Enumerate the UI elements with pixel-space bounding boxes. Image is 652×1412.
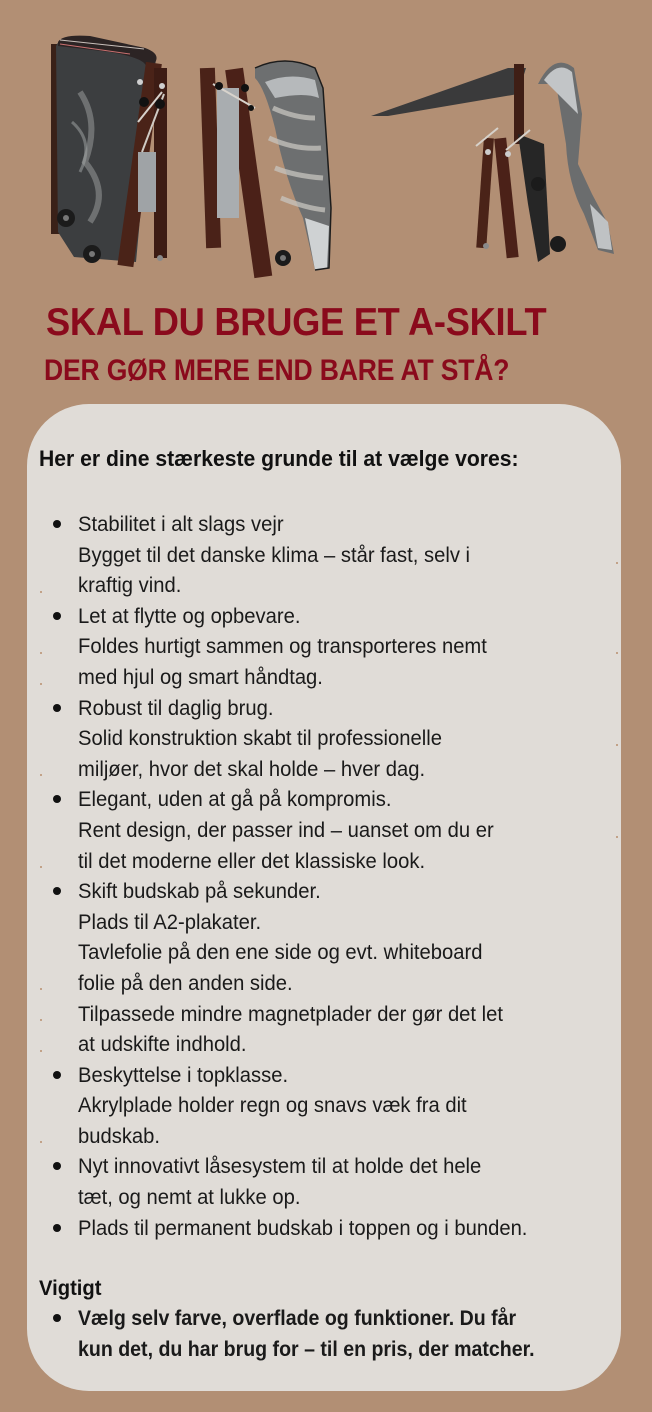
edge-dot [40,988,42,990]
edge-dot [40,1050,42,1052]
edge-dot [616,744,618,746]
a-frame-sign-opened-image [368,54,623,269]
feature-detail: budskab. [78,1123,161,1148]
edge-dot [40,591,42,593]
edge-dot [616,652,618,654]
feature-item [0,1060,652,1091]
feature-title: Beskyttelse i topklasse. [78,1062,289,1087]
feature-title: Let at flytte og opbevare. [78,603,301,628]
feature-detail: Bygget til det danske klima – står fast, selv i [78,542,471,567]
feature-title: Elegant, uden at gå på kompromis. [78,787,392,812]
feature-detail: tæt, og nemt at lukke op. [78,1185,301,1210]
bullet-icon [53,704,61,712]
feature-detail: at udskifte indhold. [78,1032,247,1057]
bullet-icon [53,795,61,803]
edge-dot [40,1141,42,1143]
feature-detail: Solid konstruktion skabt til professionelle [78,726,442,751]
edge-dot [40,1019,42,1021]
feature-detail: Rent design, der passer ind – uanset om du er [78,817,494,842]
edge-dot [616,836,618,838]
feature-detail: folie på den anden side. [78,970,293,995]
features-intro-heading: Her er dine stærkeste grunde til at vælge vores: [39,446,519,471]
feature-detail: Foldes hurtigt sammen og transporteres nemt [78,634,487,659]
feature-title: Plads til permanent budskab i toppen og i bunden. [78,1215,528,1240]
headline-secondary: DER GØR MERE END BARE AT STÅ? [44,354,510,387]
edge-dot [40,774,42,776]
feature-detail: miljøer, hvor det skal holde – hver dag. [78,756,426,781]
bullet-icon [53,1224,61,1232]
a-frame-sign-folded-front-image [50,32,175,277]
feature-detail: kraftig vind. [78,573,182,598]
feature-title: Stabilitet i alt slags vejr [78,512,284,536]
bullet-icon [53,520,61,528]
important-list [0,1303,652,1364]
feature-item [0,1213,652,1244]
feature-item [0,509,652,540]
product-images [0,0,652,295]
important-text: kun det, du har brug for – til en pris, der matcher. [78,1336,535,1361]
bullet-icon [53,1071,61,1079]
feature-item [0,1151,652,1182]
feature-title: Robust til daglig brug. [78,695,274,720]
bullet-icon [53,887,61,895]
feature-detail: Akrylplade holder regn og snavs væk fra dit [78,1093,467,1118]
feature-title: Skift budskab på sekunder. [78,879,321,904]
feature-title: Nyt innovativt låsesystem til at holde det hele [78,1154,482,1179]
headline-primary: SKAL DU BRUGE ET A-SKILT [46,301,547,344]
bullet-icon [53,1314,61,1322]
features-list [0,509,652,1243]
edge-dot [616,562,618,564]
edge-dot [40,866,42,868]
feature-item [0,693,652,724]
important-text: Vælg selv farve, overflade og funktioner. Du får [78,1306,517,1330]
feature-item [0,876,652,907]
a-frame-sign-folded-side-image [195,58,345,283]
bullet-icon [53,1162,61,1170]
feature-detail: Tavlefolie på den ene side og evt. whiteboard [78,940,483,965]
feature-detail: med hjul og smart håndtag. [78,664,323,689]
feature-item [0,784,652,815]
feature-detail: Plads til A2-plakater. [78,909,262,934]
feature-detail: Tilpassede mindre magnetplader der gør det let [78,1001,504,1026]
feature-detail: til det moderne eller det klassiske look. [78,848,426,873]
edge-dot [40,652,42,654]
important-heading: Vigtigt [39,1276,102,1300]
edge-dot [40,683,42,685]
bullet-icon [53,612,61,620]
important-item [0,1303,652,1334]
feature-item [0,601,652,632]
